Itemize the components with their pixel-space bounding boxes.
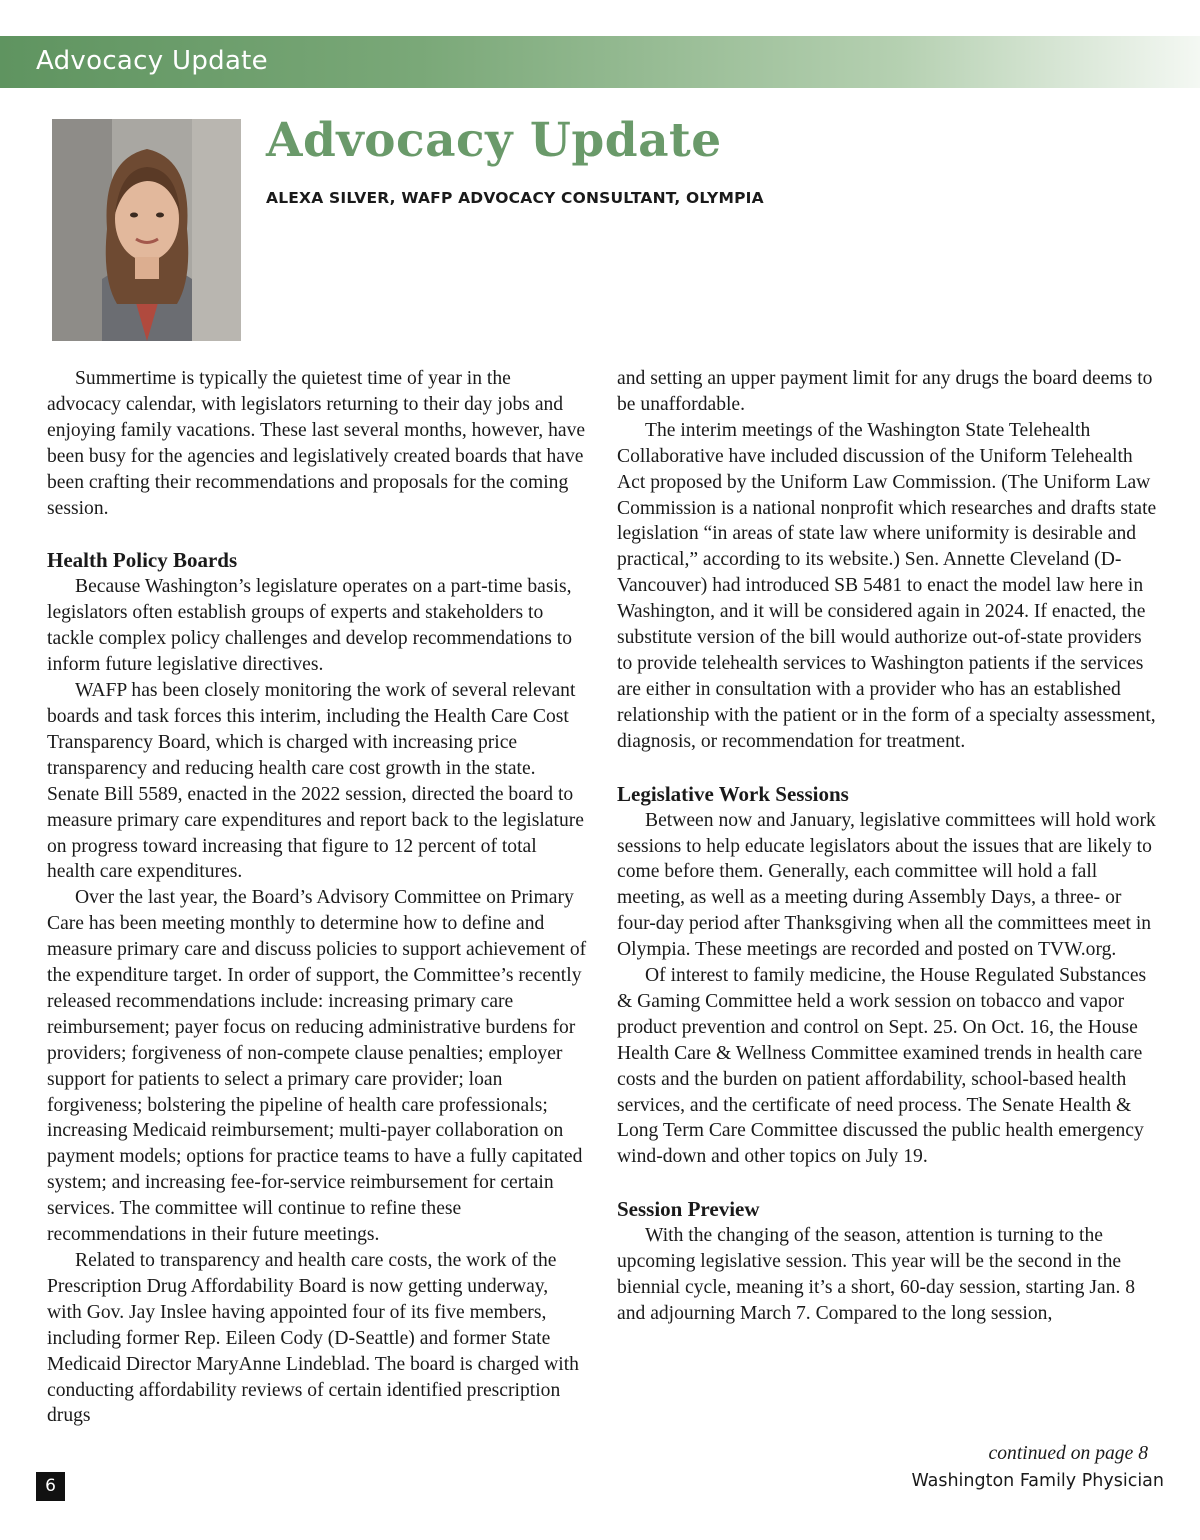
section-label: Advocacy Update bbox=[36, 46, 268, 76]
body-paragraph: WAFP has been closely monitoring the work of several relevant boards and task forces this interim, including the Health Care Cost Transparency Board, which is charged with increasing price transparency and reducing health care cost growth in the state. Senate Bill 5589, enacted in the 2022 session, directed the board to measure primary care expenditures and report back to the legislature on progress toward increasing that figure to 12 percent of total health care expenditures. bbox=[47, 680, 584, 883]
continued-note: continued on page 8 bbox=[988, 1443, 1148, 1464]
body-paragraph: The interim meetings of the Washington State Telehealth Collaborative have included discussion of the Uniform Telehealth Act proposed by the Uniform Law Commission. (The Uniform Law Commission is a national nonprofit which researches and drafts state legislation “in areas of state law where uniformity is desirable and practical,” according to its website.) Sen. Annette Cleveland (D-Vancouver) had introduced SB 5481 to enact the model law here in Washington, and it will be considered again in 2024. If enacted, the substitute version of the bill would authorize out-of-state providers to provide telehealth services to Washington patients if the services are either in consultation with a provider who has an established relationship with the patient or in the form of a specialty assessment, diagnosis, or recommendation for treatment. bbox=[617, 419, 1157, 752]
page-number: 6 bbox=[36, 1472, 65, 1501]
article-title: Advocacy Update bbox=[266, 113, 722, 168]
body-paragraph-continued: and setting an upper payment limit for any drugs the board deems to be unaffordable. bbox=[617, 368, 1153, 415]
body-paragraph: With the changing of the season, attention is turning to the upcoming legislative session. This year will be the second in the biennial cycle, meaning it’s a short, 60-day session, starting Jan. 8 and adjourning March 7. Compared to the long session, bbox=[617, 1225, 1136, 1324]
intro-paragraph: Summertime is typically the quietest time of year in the advocacy calendar, with legislators returning to their day jobs and enjoying family vacations. These last several months, however, have been busy for the agencies and legislatively created boards that have been crafting their recommendations and proposals for the coming session. bbox=[47, 368, 586, 519]
body-paragraph: Of interest to family medicine, the House Regulated Substances & Gaming Committee held a work session on tobacco and vapor product prevention and control on Sept. 25. On Oct. 16, the House Health Care & Wellness Committee examined trends in health care costs and the burden on patient affordability, school-based health services, and the certificate of need process. The Senate Health & Long Term Care Committee discussed the public health emergency wind-down and other topics on July 19. bbox=[617, 965, 1147, 1168]
section-heading-health-policy-boards: Health Policy Boards bbox=[47, 548, 238, 573]
body-paragraph: Related to transparency and health care costs, the work of the Prescription Drug Affordability Board is now getting underway, with Gov. Jay Inslee having appointed four of its five members, including former Rep. Eileen Cody (D-Seattle) and former State Medicaid Director MaryAnne Lindeblad. The board is charged with conducting affordability reviews of certain identified prescription drugs bbox=[47, 1250, 579, 1427]
body-paragraph: Over the last year, the Board’s Advisory Committee on Primary Care has been meeting monthly to determine how to define and measure primary care and discuss policies to support achievement of the expenditure target. In order of support, the Committee’s recently released recommendations include: increasing primary care reimbursement; payer focus on reducing administrative burdens for providers; forgiveness of non-compete clause penalties; employer support for patients to select a primary care provider; loan forgiveness; bolstering the pipeline of health care professionals; increasing Medicaid reimbursement; multi-payer collaboration on payment models; options for practice teams to have a fully capitated system; and increasing fee-for-service reimbursement for certain services. The committee will continue to refine these recommendations in their future meetings. bbox=[47, 887, 587, 1246]
article-byline: ALEXA SILVER, WAFP ADVOCACY CONSULTANT, OLYMPIA bbox=[266, 189, 764, 207]
publication-name: Washington Family Physician bbox=[911, 1471, 1164, 1491]
section-heading-legislative-work-sessions: Legislative Work Sessions bbox=[617, 781, 849, 806]
body-paragraph: Because Washington’s legislature operates on a part-time basis, legislators often establish groups of experts and stakeholders to tackle complex policy challenges and develop recommendations to inform future legislative directives. bbox=[47, 576, 573, 676]
right-column bbox=[617, 366, 1157, 1327]
author-photo bbox=[52, 119, 241, 341]
left-column bbox=[47, 366, 587, 1429]
section-banner bbox=[0, 36, 1200, 88]
body-paragraph: Between now and January, legislative committees will hold work sessions to help educate legislators about the issues that are likely to come before them. Generally, each committee will hold a fall meeting, as well as a meeting during Assembly Days, a three- or four-day period after Thanksgiving when all the committees meet in Olympia. These meetings are recorded and posted on TVW.org. bbox=[617, 809, 1156, 961]
section-heading-session-preview: Session Preview bbox=[617, 1197, 760, 1222]
